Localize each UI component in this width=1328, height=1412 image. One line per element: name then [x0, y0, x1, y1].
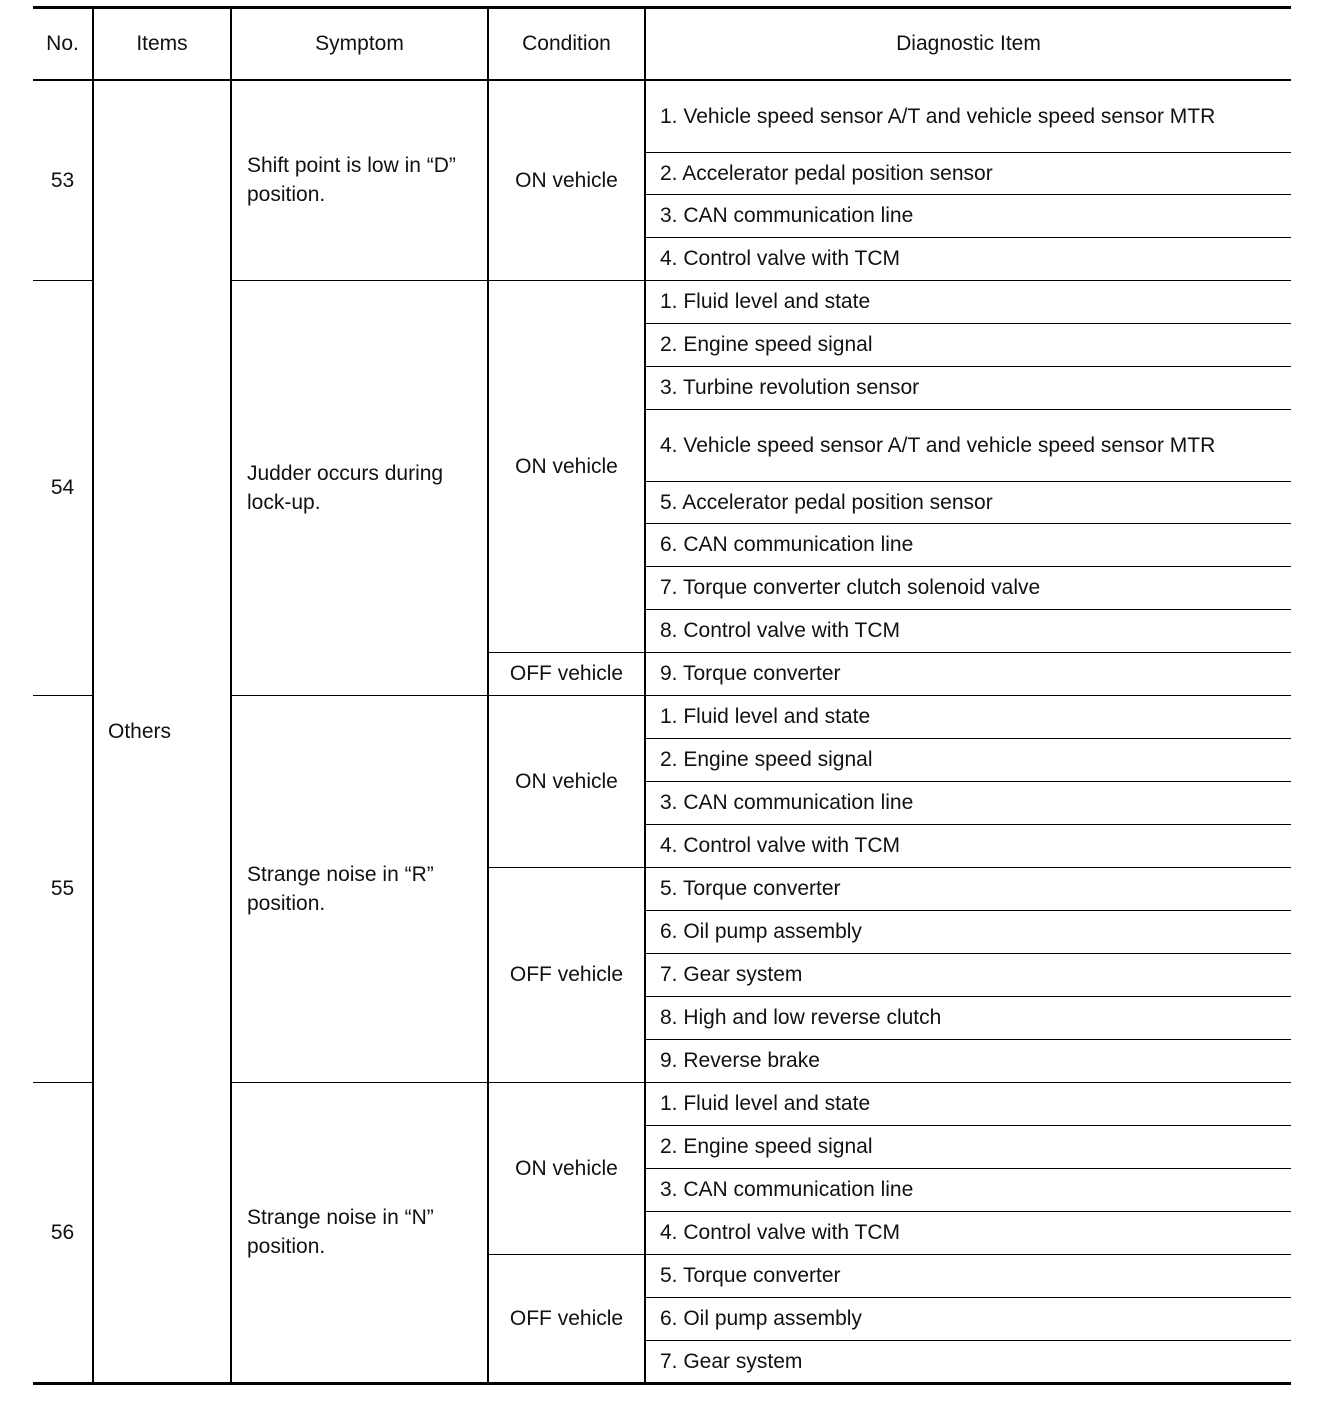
header-row	[33, 8, 1291, 81]
diagnostic-item: 4. Vehicle speed sensor A/T and vehicle speed sensor MTR	[645, 409, 1291, 481]
symptom-cell: Shift point is low in “D” position.	[231, 80, 488, 280]
condition-cell: OFF vehicle	[488, 1254, 645, 1383]
document-page	[33, 6, 1291, 1385]
diagnostic-item: 8. High and low reverse clutch	[645, 996, 1291, 1039]
diagnostic-item: 2. Accelerator pedal position sensor	[645, 152, 1291, 194]
header-symptom: Symptom	[231, 8, 488, 81]
diagnostic-item: 9. Torque converter	[645, 652, 1291, 695]
symptom-cell: Strange noise in “R” position.	[231, 695, 488, 1082]
diagnostic-item: 1. Fluid level and state	[645, 1082, 1291, 1125]
diagnostic-item: 6. Oil pump assembly	[645, 910, 1291, 953]
diagnostic-item: 4. Control valve with TCM	[645, 1211, 1291, 1254]
row-number: 53	[50, 168, 75, 192]
header-condition: Condition	[488, 8, 645, 81]
header-diagnostic-item: Diagnostic Item	[645, 8, 1291, 81]
diagnostic-item: 6. CAN communication line	[645, 523, 1291, 566]
diagnostic-item: 2. Engine speed signal	[645, 738, 1291, 781]
diagnostic-item: 9. Reverse brake	[645, 1039, 1291, 1082]
diagnostic-item: 2. Engine speed signal	[645, 1125, 1291, 1168]
diagnostic-item: 1. Fluid level and state	[645, 695, 1291, 738]
symptom-cell: Judder occurs during lock-up.	[231, 280, 488, 695]
diagnostic-item: 7. Torque converter clutch solenoid valve	[645, 566, 1291, 609]
condition-cell: ON vehicle	[488, 1082, 645, 1254]
diagnostic-item: 5. Torque converter	[645, 1254, 1291, 1297]
diagnostic-item: 5. Accelerator pedal position sensor	[645, 481, 1291, 523]
table-row	[33, 80, 1291, 152]
condition-cell: OFF vehicle	[488, 652, 645, 695]
diagnostic-item: 2. Engine speed signal	[645, 323, 1291, 366]
diagnostic-table	[33, 6, 1291, 1385]
diagnostic-item: 1. Vehicle speed sensor A/T and vehicle speed sensor MTR	[645, 80, 1291, 152]
row-number: 55	[33, 695, 93, 1082]
diagnostic-item: 3. Turbine revolution sensor	[645, 366, 1291, 409]
diagnostic-item: 7. Gear system	[645, 953, 1291, 996]
condition-cell: ON vehicle	[488, 80, 645, 280]
diagnostic-item: 4. Control valve with TCM	[645, 237, 1291, 280]
header-no: No.	[33, 8, 93, 81]
diagnostic-item: 3. CAN communication line	[645, 781, 1291, 824]
table-body	[33, 80, 1291, 1383]
diagnostic-item: 8. Control valve with TCM	[645, 609, 1291, 652]
condition-cell: ON vehicle	[488, 695, 645, 867]
header-items: Items	[93, 8, 231, 81]
diagnostic-item: 1. Fluid level and state	[645, 280, 1291, 323]
condition-cell: ON vehicle	[488, 280, 645, 652]
diagnostic-item: 3. CAN communication line	[645, 194, 1291, 237]
diagnostic-item: 7. Gear system	[645, 1340, 1291, 1383]
diagnostic-item: 5. Torque converter	[645, 867, 1291, 910]
items-cell: Others	[93, 80, 231, 1383]
diagnostic-item: 6. Oil pump assembly	[645, 1297, 1291, 1340]
diagnostic-item: 3. CAN communication line	[645, 1168, 1291, 1211]
symptom-cell: Strange noise in “N” position.	[231, 1082, 488, 1383]
row-number: 54	[33, 280, 93, 695]
row-number: 56	[33, 1082, 93, 1383]
diagnostic-item: 4. Control valve with TCM	[645, 824, 1291, 867]
condition-cell: OFF vehicle	[488, 867, 645, 1082]
